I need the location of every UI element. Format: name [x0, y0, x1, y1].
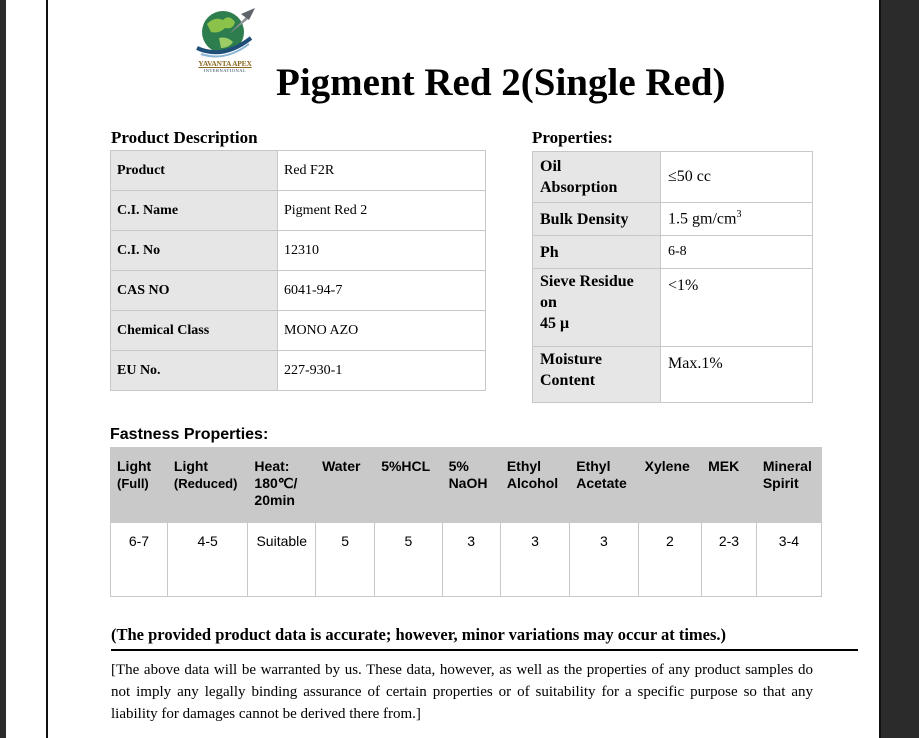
prop-value-moisture: Max.1% [661, 347, 813, 403]
desc-key: C.I. No [111, 231, 278, 271]
table-row [111, 351, 486, 391]
prop-key-line: Moisture [540, 351, 602, 368]
prop-key-line: Sieve Residue [540, 273, 634, 290]
fastness-col-header [638, 447, 701, 523]
col-header-line: 20min [254, 492, 295, 508]
desc-value: 12310 [278, 231, 486, 271]
table-row [533, 203, 813, 236]
fastness-value: 2 [638, 523, 701, 597]
col-header-line: 180℃/ [254, 475, 298, 491]
bulk-density-exponent: 3 [736, 209, 742, 221]
fastness-col-header [167, 447, 248, 523]
prop-value-sieve-residue: <1% [661, 269, 813, 347]
col-header-line: (Full) [117, 476, 149, 491]
note-divider [111, 649, 858, 651]
prop-key-line: on [540, 294, 557, 311]
page-title: Pigment Red 2(Single Red) [276, 61, 726, 104]
fastness-col-header [111, 447, 168, 523]
fastness-value: 3 [570, 523, 638, 597]
prop-key-line: Content [540, 372, 596, 389]
col-header-line: Ethyl [506, 458, 542, 474]
fastness-col-header [248, 447, 316, 523]
fastness-value: 3-4 [756, 523, 821, 597]
fastness-value: 4-5 [167, 523, 248, 597]
fastness-col-header [316, 447, 375, 523]
col-header-line: MEK [708, 458, 740, 474]
accuracy-note: (The provided product data is accurate; however, minor variations may occur at times.) [111, 625, 727, 644]
disclaimer-text: [The above data will be warranted by us. These data, however, as well as the properties of any product samples do not imply any legally binding assurance of certain properties or of suitability for a specific purpose so that any liability for damages cannot be derived there from.] [111, 662, 813, 722]
col-header-line: Xylene [644, 458, 690, 474]
col-header-line: 5%HCL [381, 458, 431, 474]
product-description-heading: Product Description [111, 128, 258, 147]
table-row [533, 236, 813, 269]
table-row [111, 311, 486, 351]
fastness-value: 5 [316, 523, 375, 597]
col-header-line: (Reduced) [173, 476, 238, 491]
prop-key-moisture [533, 347, 661, 403]
prop-key-line: Absorption [540, 179, 618, 196]
right-border-rule [879, 0, 881, 738]
properties-heading: Properties: [532, 128, 613, 147]
fastness-table [110, 447, 822, 597]
fastness-heading: Fastness Properties: [110, 426, 269, 443]
fastness-col-header [702, 447, 757, 523]
prop-value-bulk-density [661, 203, 813, 236]
desc-value: Red F2R [278, 151, 486, 191]
table-row [533, 152, 813, 203]
fastness-value: 3 [442, 523, 500, 597]
prop-value-oil-absorption: ≤50 cc [661, 152, 813, 203]
fastness-col-header [570, 447, 638, 523]
logo-name: YAVANTA APEX [198, 59, 252, 68]
col-header-line: Light [117, 458, 152, 474]
col-header-line: Heat: [254, 458, 290, 474]
prop-key-sieve-residue [533, 269, 661, 347]
table-row [533, 269, 813, 347]
desc-value: MONO AZO [278, 311, 486, 351]
desc-value: Pigment Red 2 [278, 191, 486, 231]
desc-key: CAS NO [111, 271, 278, 311]
logo-subtitle: INTERNATIONAL [203, 68, 247, 73]
prop-value-ph: 6-8 [661, 236, 813, 269]
desc-value: 6041-94-7 [278, 271, 486, 311]
desc-key: Chemical Class [111, 311, 278, 351]
fastness-col-header [500, 447, 569, 523]
fastness-col-header [375, 447, 442, 523]
prop-key-line: Oil [540, 158, 562, 175]
desc-key: C.I. Name [111, 191, 278, 231]
desc-key: EU No. [111, 351, 278, 391]
fastness-value-row [111, 523, 822, 597]
fastness-value: 6-7 [111, 523, 168, 597]
col-header-line: Alcohol [506, 475, 559, 491]
fastness-value: 3 [500, 523, 569, 597]
prop-key-line: 45 μ [540, 315, 570, 332]
desc-key: Product [111, 151, 278, 191]
col-header-line: NaOH [448, 475, 488, 491]
col-header-line: Acetate [576, 475, 627, 491]
fastness-header-row [111, 447, 822, 523]
properties-table [532, 151, 813, 403]
fastness-col-header [442, 447, 500, 523]
product-description-table [110, 150, 486, 391]
fastness-col-header [756, 447, 821, 523]
left-border-rule [46, 0, 48, 738]
fastness-value: 2-3 [702, 523, 757, 597]
col-header-line: 5% [448, 458, 469, 474]
table-row [111, 151, 486, 191]
fastness-value: 5 [375, 523, 442, 597]
prop-key-oil-absorption [533, 152, 661, 203]
prop-key-bulk-density: Bulk Density [533, 203, 661, 236]
desc-value: 227-930-1 [278, 351, 486, 391]
col-header-line: Light [173, 458, 209, 474]
table-row [111, 191, 486, 231]
document-page [6, 0, 879, 738]
bulk-density-value: 1.5 gm/cm [668, 210, 737, 228]
col-header-line: Mineral [762, 458, 812, 474]
col-header-line: Water [322, 458, 361, 474]
table-row [111, 231, 486, 271]
prop-key-ph: Ph [533, 236, 661, 269]
col-header-line: Spirit [762, 475, 799, 491]
fastness-value: Suitable [248, 523, 316, 597]
col-header-line: Ethyl [576, 458, 611, 474]
table-row [533, 347, 813, 403]
table-row [111, 271, 486, 311]
